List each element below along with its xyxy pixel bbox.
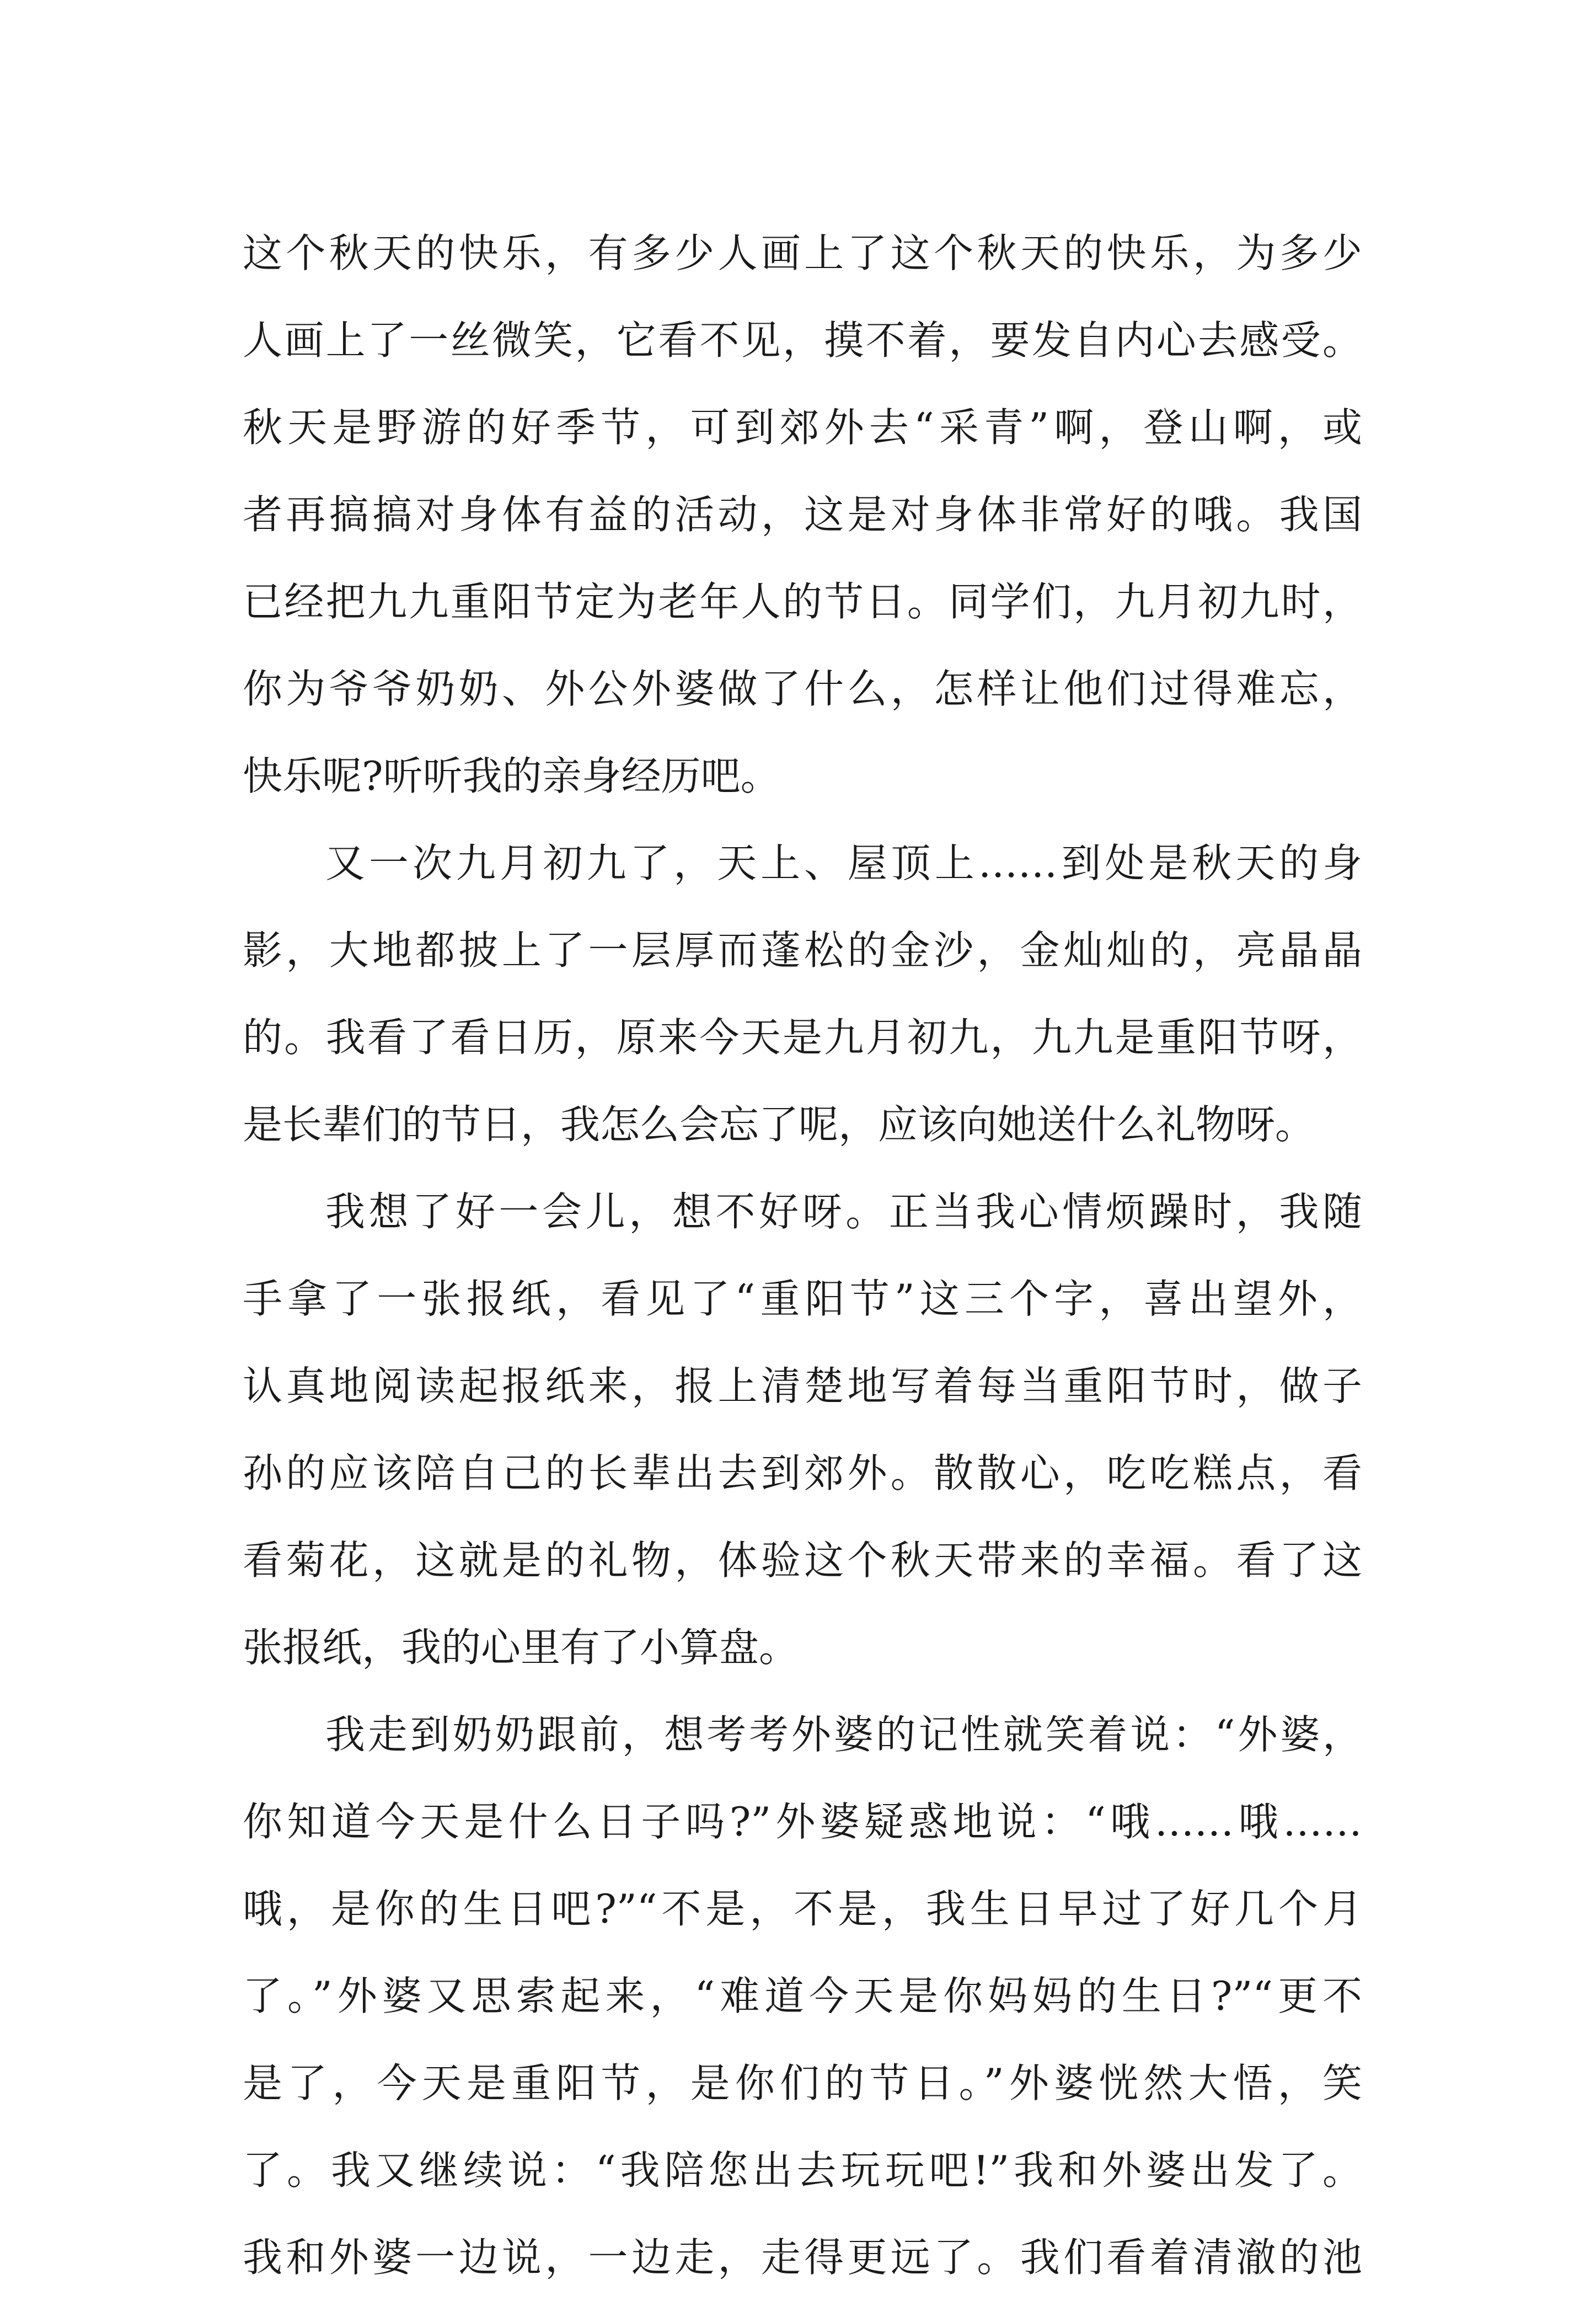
text-line: 的。我看了看日历，原来今天是九月初九，九九是重阳节呀， <box>243 1014 1362 1061</box>
text-line: 你知道今天是什么日子吗?”外婆疑惑地说：“哦……哦…… <box>243 1799 1362 1845</box>
paragraph-first-line: 又一次九月初九了，天上、屋顶上……到处是秋天的身 <box>325 840 1362 886</box>
text-line: 秋天是野游的好季节，可到郊外去“采青”啊，登山啊，或 <box>243 404 1362 451</box>
text-line: 我和外婆一边说，一边走，走得更远了。我们看着清澈的池 <box>243 2234 1362 2281</box>
text-line: 认真地阅读起报纸来，报上清楚地写着每当重阳节时，做子 <box>243 1363 1362 1409</box>
text-line: 是了，今天是重阳节，是你们的节日。”外婆恍然大悟，笑 <box>243 2060 1362 2106</box>
text-line: 是长辈们的节日，我怎么会忘了呢，应该向她送什么礼物呀。 <box>243 1101 1315 1148</box>
text-line: 已经把九九重阳节定为老年人的节日。同学们，九月初九时， <box>243 579 1362 625</box>
text-line: 孙的应该陪自己的长辈出去到郊外。散散心，吃吃糕点，看 <box>243 1450 1362 1496</box>
text-line: 人画上了一丝微笑，它看不见，摸不着，要发自内心去感受。 <box>243 317 1362 363</box>
body-text <box>243 210 1362 2301</box>
text-line: 你为爷爷奶奶、外公外婆做了什么，怎样让他们过得难忘， <box>243 666 1362 712</box>
paragraph-first-line: 我想了好一会儿，想不好呀。正当我心情烦躁时，我随 <box>325 1189 1362 1235</box>
text-line: 手拿了一张报纸，看见了“重阳节”这三个字，喜出望外， <box>243 1276 1362 1322</box>
paragraph-first-line: 我走到奶奶跟前，想考考外婆的记性就笑着说：“外婆， <box>325 1711 1362 1758</box>
text-line: 者再搞搞对身体有益的活动，这是对身体非常好的哦。我国 <box>243 491 1362 538</box>
text-line: 快乐呢?听听我的亲身经历吧。 <box>243 753 780 799</box>
text-line: 了。我又继续说：“我陪您出去玩玩吧!”我和外婆出发了。 <box>243 2147 1362 2193</box>
text-line: 看菊花，这就是的礼物，体验这个秋天带来的幸福。看了这 <box>243 1537 1362 1583</box>
text-line: 了。”外婆又思索起来，“难道今天是你妈妈的生日?”“更不 <box>243 1973 1362 2019</box>
text-line: 哦，是你的生日吧?”“不是，不是，我生日早过了好几个月 <box>243 1886 1362 1932</box>
text-line: 影，大地都披上了一层厚而蓬松的金沙，金灿灿的，亮晶晶 <box>243 927 1362 973</box>
text-line: 这个秋天的快乐，有多少人画上了这个秋天的快乐，为多少 <box>243 230 1362 276</box>
text-line: 张报纸，我的心里有了小算盘。 <box>243 1624 799 1671</box>
